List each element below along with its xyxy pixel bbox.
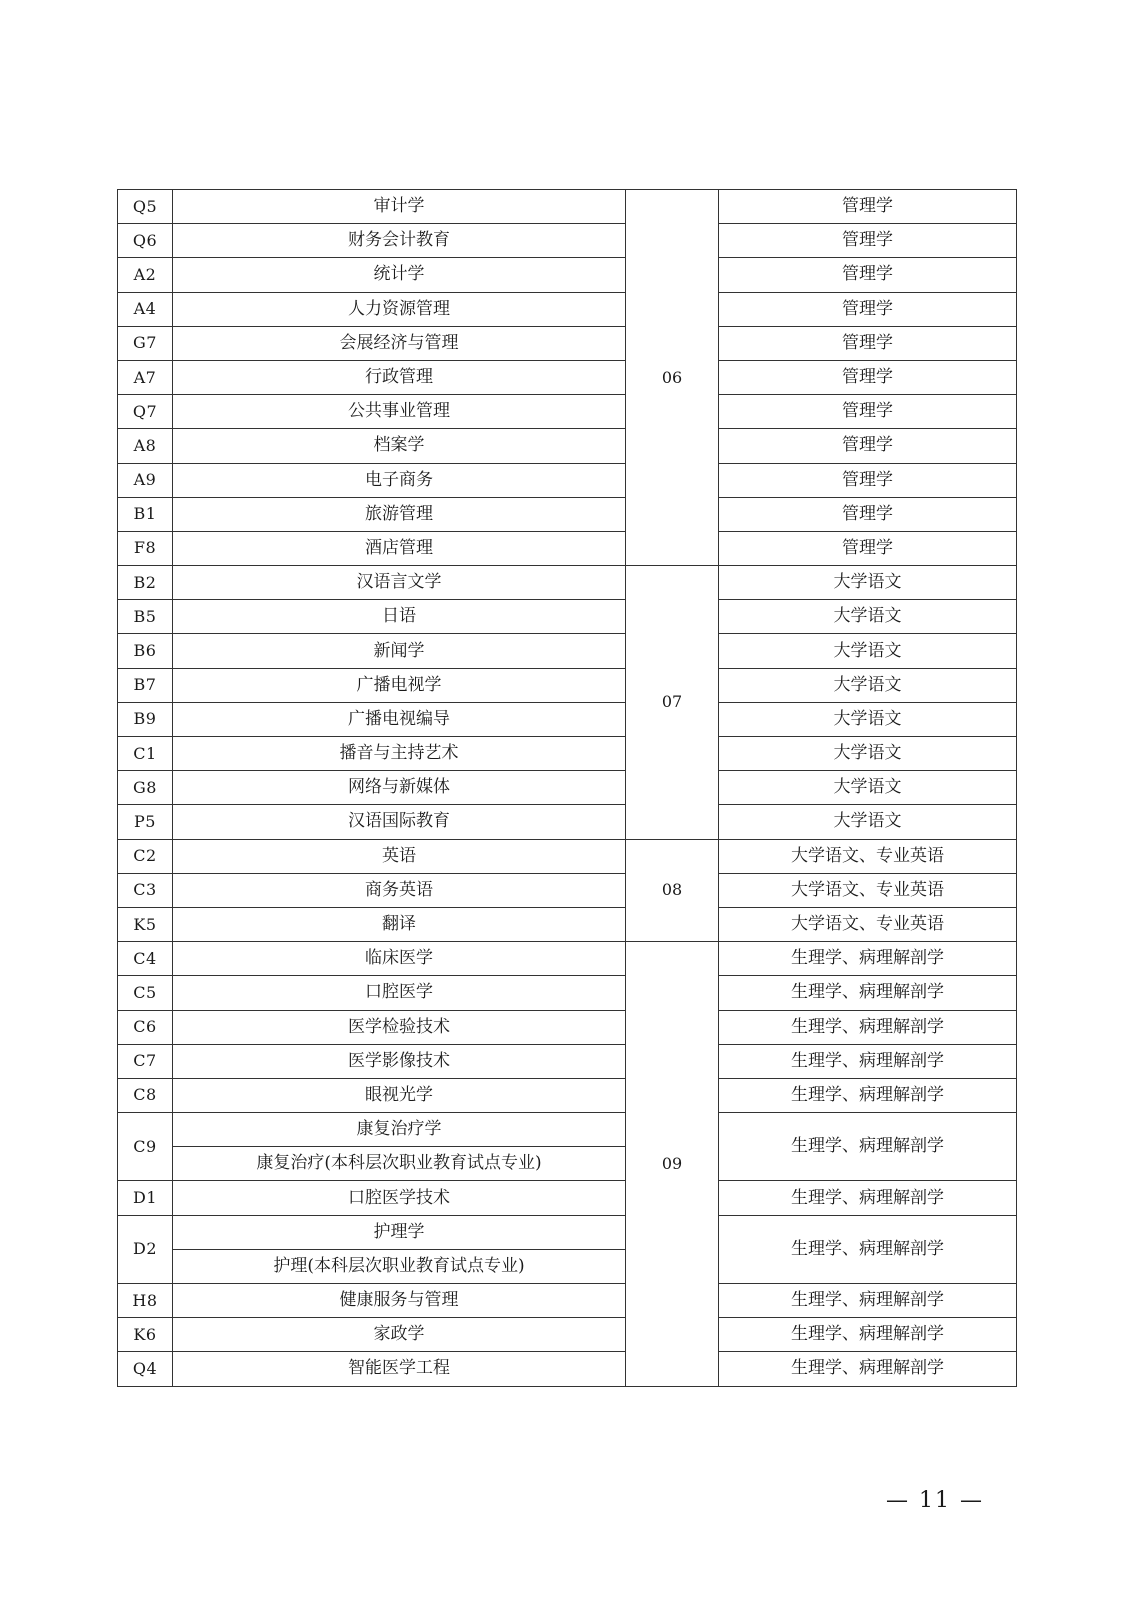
table-row (118, 839, 1017, 873)
table-row (118, 395, 1017, 429)
major-code-cell: A4 (118, 292, 173, 326)
table-row (118, 771, 1017, 805)
exam-subject-cell: 管理学 (719, 190, 1017, 224)
major-name-cell: 医学影像技术 (173, 1044, 626, 1078)
exam-subject-cell: 管理学 (719, 497, 1017, 531)
major-code-cell: A9 (118, 463, 173, 497)
major-code-cell: B5 (118, 600, 173, 634)
major-name-cell: 翻译 (173, 907, 626, 941)
exam-subject-cell: 管理学 (719, 463, 1017, 497)
major-code-cell: K5 (118, 907, 173, 941)
page-number: — 11 — (886, 1488, 984, 1513)
major-code-cell: A7 (118, 360, 173, 394)
major-name-cell: 日语 (173, 600, 626, 634)
major-name-cell: 家政学 (173, 1318, 626, 1352)
major-subject-table (117, 189, 1017, 1387)
major-name-cell: 商务英语 (173, 873, 626, 907)
major-code-cell: B2 (118, 566, 173, 600)
category-code-cell: 08 (626, 839, 719, 942)
table-row (118, 190, 1017, 224)
exam-subject-cell: 生理学、病理解剖学 (719, 1010, 1017, 1044)
exam-subject-cell: 大学语文 (719, 771, 1017, 805)
major-code-cell: B9 (118, 702, 173, 736)
exam-subject-cell: 管理学 (719, 395, 1017, 429)
exam-subject-cell: 生理学、病理解剖学 (719, 976, 1017, 1010)
major-name-cell: 口腔医学技术 (173, 1181, 626, 1215)
major-name-cell: 康复治疗(本科层次职业教育试点专业) (173, 1147, 626, 1181)
major-name-cell: 口腔医学 (173, 976, 626, 1010)
major-name-cell: 公共事业管理 (173, 395, 626, 429)
major-name-cell: 英语 (173, 839, 626, 873)
major-code-cell: B6 (118, 634, 173, 668)
major-name-cell: 智能医学工程 (173, 1352, 626, 1386)
table-body (118, 190, 1017, 1387)
table-row (118, 702, 1017, 736)
major-code-cell: D2 (118, 1215, 173, 1283)
table-row (118, 805, 1017, 839)
major-code-cell: Q7 (118, 395, 173, 429)
table-row (118, 907, 1017, 941)
table-row (118, 1078, 1017, 1112)
table-row (118, 1044, 1017, 1078)
major-name-cell: 旅游管理 (173, 497, 626, 531)
category-code-cell: 09 (626, 942, 719, 1386)
major-code-cell: A2 (118, 258, 173, 292)
table-row (118, 1215, 1017, 1249)
major-name-cell: 财务会计教育 (173, 224, 626, 258)
exam-subject-cell: 管理学 (719, 224, 1017, 258)
exam-subject-cell: 大学语文 (719, 600, 1017, 634)
major-name-cell: 广播电视学 (173, 668, 626, 702)
exam-subject-cell: 管理学 (719, 326, 1017, 360)
exam-subject-cell: 生理学、病理解剖学 (719, 1078, 1017, 1112)
major-code-cell: D1 (118, 1181, 173, 1215)
major-code-cell: F8 (118, 531, 173, 565)
major-code-cell: C9 (118, 1113, 173, 1181)
exam-subject-cell: 管理学 (719, 360, 1017, 394)
major-name-cell: 档案学 (173, 429, 626, 463)
major-code-cell: H8 (118, 1284, 173, 1318)
exam-subject-cell: 大学语文 (719, 634, 1017, 668)
category-code-cell: 06 (626, 190, 719, 566)
exam-subject-cell: 大学语文 (719, 702, 1017, 736)
major-name-cell: 医学检验技术 (173, 1010, 626, 1044)
exam-subject-cell: 生理学、病理解剖学 (719, 942, 1017, 976)
table-row (118, 292, 1017, 326)
major-code-cell: Q6 (118, 224, 173, 258)
table-row (118, 326, 1017, 360)
table-row (118, 1113, 1017, 1147)
exam-subject-cell: 大学语文 (719, 805, 1017, 839)
major-code-cell: C2 (118, 839, 173, 873)
major-name-cell: 行政管理 (173, 360, 626, 394)
major-code-cell: B7 (118, 668, 173, 702)
major-name-cell: 电子商务 (173, 463, 626, 497)
exam-subject-cell: 大学语文 (719, 566, 1017, 600)
category-code-cell: 07 (626, 566, 719, 840)
major-code-cell: G8 (118, 771, 173, 805)
major-code-cell: B1 (118, 497, 173, 531)
major-code-cell: C3 (118, 873, 173, 907)
major-name-cell: 眼视光学 (173, 1078, 626, 1112)
table-row (118, 224, 1017, 258)
table-row (118, 873, 1017, 907)
exam-subject-cell: 生理学、病理解剖学 (719, 1181, 1017, 1215)
major-name-cell: 临床医学 (173, 942, 626, 976)
exam-subject-cell: 生理学、病理解剖学 (719, 1044, 1017, 1078)
exam-subject-cell: 生理学、病理解剖学 (719, 1318, 1017, 1352)
exam-subject-cell: 大学语文 (719, 737, 1017, 771)
table-row (118, 976, 1017, 1010)
exam-subject-cell: 管理学 (719, 531, 1017, 565)
table-row (118, 531, 1017, 565)
major-code-cell: C4 (118, 942, 173, 976)
table-row (118, 737, 1017, 771)
table-row (118, 566, 1017, 600)
exam-subject-cell: 管理学 (719, 258, 1017, 292)
table-row (118, 634, 1017, 668)
table-row (118, 668, 1017, 702)
exam-subject-cell: 大学语文、专业英语 (719, 839, 1017, 873)
major-code-cell: A8 (118, 429, 173, 463)
major-name-cell: 汉语言文学 (173, 566, 626, 600)
exam-subject-cell: 大学语文、专业英语 (719, 907, 1017, 941)
table-row (118, 1181, 1017, 1215)
major-name-cell: 新闻学 (173, 634, 626, 668)
major-name-cell: 会展经济与管理 (173, 326, 626, 360)
major-name-cell: 广播电视编导 (173, 702, 626, 736)
table-row (118, 360, 1017, 394)
exam-subject-cell: 生理学、病理解剖学 (719, 1215, 1017, 1283)
major-name-cell: 汉语国际教育 (173, 805, 626, 839)
table-row (118, 463, 1017, 497)
major-name-cell: 护理学 (173, 1215, 626, 1249)
major-code-cell: C8 (118, 1078, 173, 1112)
major-name-cell: 康复治疗学 (173, 1113, 626, 1147)
table-row (118, 942, 1017, 976)
major-name-cell: 统计学 (173, 258, 626, 292)
major-code-cell: K6 (118, 1318, 173, 1352)
major-code-cell: C1 (118, 737, 173, 771)
major-name-cell: 健康服务与管理 (173, 1284, 626, 1318)
table-row (118, 1284, 1017, 1318)
major-code-cell: C6 (118, 1010, 173, 1044)
exam-subject-cell: 管理学 (719, 429, 1017, 463)
major-name-cell: 审计学 (173, 190, 626, 224)
exam-subject-cell: 管理学 (719, 292, 1017, 326)
exam-subject-cell: 大学语文、专业英语 (719, 873, 1017, 907)
major-name-cell: 网络与新媒体 (173, 771, 626, 805)
exam-subject-cell: 大学语文 (719, 668, 1017, 702)
major-name-cell: 播音与主持艺术 (173, 737, 626, 771)
major-code-cell: G7 (118, 326, 173, 360)
major-code-cell: C5 (118, 976, 173, 1010)
table-row (118, 1352, 1017, 1386)
exam-subject-cell: 生理学、病理解剖学 (719, 1113, 1017, 1181)
major-code-cell: Q5 (118, 190, 173, 224)
table-row (118, 600, 1017, 634)
table-row (118, 429, 1017, 463)
major-name-cell: 护理(本科层次职业教育试点专业) (173, 1249, 626, 1283)
major-code-cell: C7 (118, 1044, 173, 1078)
table-row (118, 497, 1017, 531)
exam-subject-cell: 生理学、病理解剖学 (719, 1284, 1017, 1318)
major-code-cell: P5 (118, 805, 173, 839)
major-name-cell: 酒店管理 (173, 531, 626, 565)
major-code-cell: Q4 (118, 1352, 173, 1386)
major-name-cell: 人力资源管理 (173, 292, 626, 326)
table-row (118, 258, 1017, 292)
table-row (118, 1318, 1017, 1352)
table-row (118, 1010, 1017, 1044)
exam-subject-cell: 生理学、病理解剖学 (719, 1352, 1017, 1386)
